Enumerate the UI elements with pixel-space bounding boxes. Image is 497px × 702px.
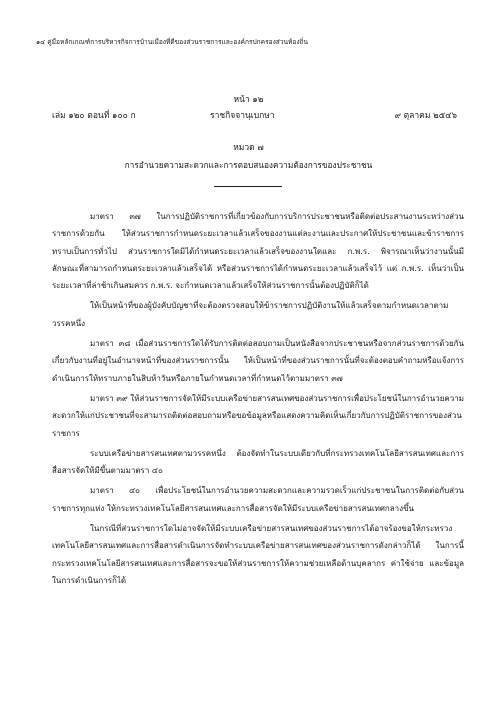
paragraph-section-38: มาตรา ๓๘ เมื่อส่วนราชการใดได้รับการติดต่อสอบถามเป็นหนังสือจากประชาชนหรือจากส่วนราชการด้วยกันเกี่ยวกับงานที่อยู่ในอำนาจหน้าที่ของส่วนราชการนั้น ให้เป็นหน้าที่ของส่วนราชการนั้นที่จะต้องตอบคำถามหรือแจ้งการดำเนินการให้ทราบภายในสิบห้าวันหรือภายในกำหนดเวลาที่กำหนดไว้ตามมาตรา ๓๗ [52,339,464,383]
running-header: ๑๔ คู่มือหลักเกณฑ์การบริหารกิจการบ้านเมืองที่ดีของส่วนราชการและองค์กรปกครองส่วนท้องถิ่น [36,38,309,46]
chapter-heading: หมวด ๗ [233,143,264,153]
gazette-volume: เล่ม ๑๒๐ ตอนที่ ๑๐๐ ก [52,111,136,121]
gazette-date: ๙ ตุลาคม ๒๕๔๖ [394,111,457,121]
chapter-title: การอำนวยความสะดวกและการตอบสนองความต้องการของประชาชน [124,160,373,170]
paragraph-section-40: มาตรา ๔๐ เพื่อประโยชน์ในการอำนวยความสะดวกและความรวดเร็วแก่ประชาชนในการติดต่อกับส่วนราชการทุกแห่ง ให้กระทรวงเทคโนโลยีสารสนเทศและการสื่อสารจัดให้มีระบบเครือข่ายสารสนเทศกลางขึ้น [52,486,464,513]
paragraph-section-37-2: ให้เป็นหน้าที่ของผู้บังคับบัญชาที่จะต้องตรวจสอบให้ข้าราชการปฏิบัติงานให้แล้วเสร็จตามกำหนดเวลาตามวรรคหนึ่ง [52,301,449,328]
gazette-meta-line [52,108,457,120]
gazette-page-number: หน้า ๑๒ [233,95,264,105]
title-divider [214,186,282,187]
paragraph-section-40-2: ในกรณีที่ส่วนราชการใดไม่อาจจัดให้มีระบบเครือข่ายสารสนเทศของส่วนราชการได้อาจร้องขอให้กระทรวงเทคโนโลยีสารสนเทศและการสื่อสารดำเนินการจัดทำระบบเครือข่ายสารสนเทศของส่วนราชการดังกล่าวก็ได้ ในการนี้กระทรวงเทคโนโลยีสารสนเทศและการสื่อสารจะขอให้ส่วนราชการให้ความช่วยเหลือด้านบุคลากร ค่าใช้จ่าย และข้อมูลในการดำเนินการก็ได้ [52,524,464,585]
gazette-publication: ราชกิจจานุเบกษา [210,111,275,121]
body-text [52,208,464,592]
paragraph-section-39-2: ระบบเครือข่ายสารสนเทศตามวรรคหนึ่ง ต้องจัดทำในระบบเดียวกับที่กระทรวงเทคโนโลยีสารสนเทศและการสื่อสารจัดให้มีขึ้นตามมาตรา ๔๐ [52,448,464,476]
paragraph-section-39: มาตรา ๓๙ ให้ส่วนราชการจัดให้มีระบบเครือข่ายสารสนเทศของส่วนราชการเพื่อประโยชน์ในการอำนวยความสะดวกให้แก่ประชาชนที่จะสามารถติดต่อสอบถามหรือขอข้อมูลหรือแสดงความคิดเห็นเกี่ยวกับการปฏิบัติราชการของส่วนราชการ [52,393,464,438]
paragraph-section-37: มาตรา ๓๗ ในการปฏิบัติราชการที่เกี่ยวข้องกับการบริการประชาชนหรือติดต่อประสานงานระหว่างส่วนราชการด้วยกัน ให้ส่วนราชการกำหนดระยะเวลาแล้วเสร็จของงานแต่ละงานและประกาศให้ประชาชนและข้าราชการทราบเป็นการทั่วไป ส่วนราชการใดมิได้กำหนดระยะเวลาแล้วเสร็จของงานใดและ ก.พ.ร. พิจารณาเห็นว่างานนั้นมีลักษณะที่สามารถกำหนดระยะเวลาแล้วเสร็จได้ หรือส่วนราชการได้กำหนดระยะเวลาแล้วเสร็จไว้ แต่ ก.พ.ร. เห็นว่าเป็นระยะเวลาที่ล่าช้าเกินสมควร ก.พ.ร. จะกำหนดเวลาแล้วเสร็จให้ส่วนราชการนั้นต้องปฏิบัติก็ได้ [52,212,464,291]
